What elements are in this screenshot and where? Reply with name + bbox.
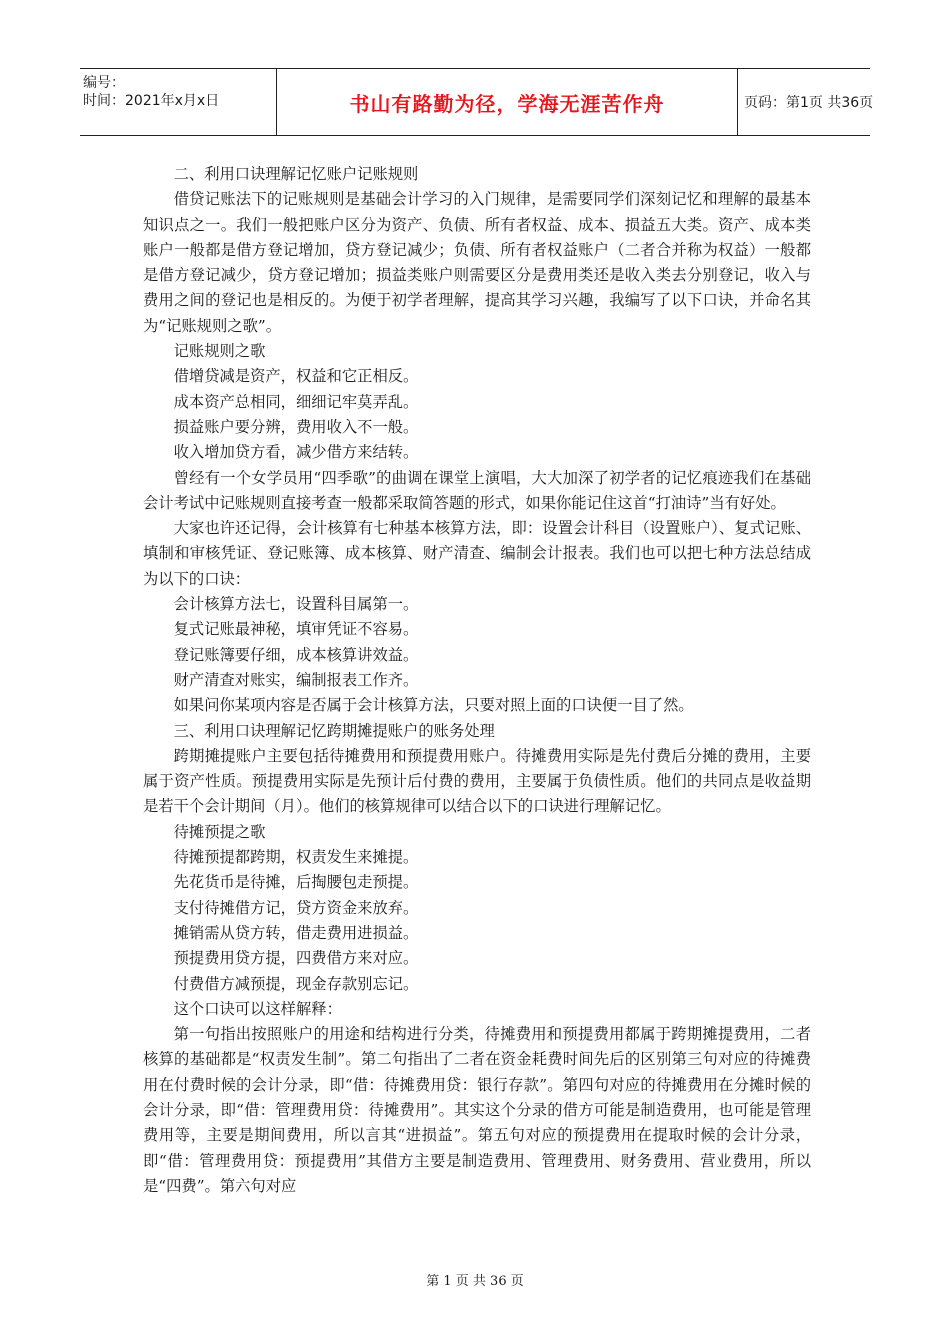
header-page-info: 页码：第1页 共36页: [744, 95, 874, 111]
paragraph: 大家也许还记得，会计核算有七种基本核算方法，即：设置会计科目（设置账户）、复式记账、填制和审核凭证、登记账簿、成本核算、财产清查、编制会计报表。我们也可以把七种方法总结成为以下的口诀：: [143, 519, 811, 588]
verse-line: 付费借方减预提，现金存款别忘记。: [173, 974, 419, 993]
paragraph: 第一句指出按照账户的用途和结构进行分类，待摊费用和预提费用都属于跨期摊提费用，二者核算的基础都是“权责发生制”。第二句指出了二者在资金耗费时间先后的区别第三句对应的待摊费用在付费时候的会计分录，即“借：待摊费用贷：银行存款”。第四句对应的待摊费用在分摊时候的会计分录，即“借：管理费用贷：待摊费用”。其实这个分录的借方可能是制造费用，也可能是管理费用等，主要是期间费用，所以言其“进损益”。第五句对应的预提费用在提取时候的会计分录，即“借：管理费用贷：预提费用”其借方主要是制造费用、管理费用、财务费用、营业费用，所以是“四费”。第六句对应: [143, 1025, 811, 1195]
paragraph: 跨期摊提账户主要包括待摊费用和预提费用账户。待摊费用实际是先付费后分摊的费用，主要属于资产性质。预提费用实际是先预计后付费的费用，主要属于负债性质。他们的共同点是收益期是若干个会计期间（月）。他们的核算规律可以结合以下的口诀进行理解记忆。: [143, 746, 811, 816]
verse-line: 登记账簿要仔细，成本核算讲效益。: [173, 645, 419, 664]
verse-line: 预提费用贷方提，四费借方来对应。: [173, 949, 419, 968]
paragraph: 借贷记账法下的记账规则是基础会计学习的入门规律，是需要同学们深刻记忆和理解的最基本知识点之一。我们一般把账户区分为资产、负债、所有者权益、成本、损益五大类。资产、成本类账户一般都是借方登记增加，贷方登记减少；负债、所有者权益账户（二者合并称为权益）一般都是借方登记减少，贷方登记增加；损益类账户则需要区分是费用类还是收入类去分别登记，收入与费用之间的登记也是相反的。为便于初学者理解，提高其学习兴趣，我编写了以下口诀，并命名其为“记账规则之歌”。: [143, 190, 811, 335]
section-heading-2: 二、利用口诀理解记忆账户记账规则: [173, 165, 419, 183]
verse-line: 财产清查对账实，编制报表工作齐。: [173, 670, 419, 689]
paragraph: 如果问你某项内容是否属于会计核算方法，只要对照上面的口诀便一目了然。: [173, 696, 694, 715]
verse-line: 损益账户要分辨，费用收入不一般。: [173, 417, 419, 436]
verse-line: 复式记账最神秘，填审凭证不容易。: [173, 620, 419, 639]
header-motto: 书山有路勤为径，学海无涯苦作舟: [276, 69, 738, 135]
verse-line: 支付待摊借方记，贷方资金来放弃。: [173, 898, 419, 917]
paragraph: 曾经有一个女学员用“四季歌”的曲调在课堂上演唱，大大加深了初学者的记忆痕迹我们在基础会计考试中记账规则直接考查一般都采取简答题的形式，如果你能记住这首“打油诗”当有好处。: [143, 468, 811, 512]
header-id-label: 编号：: [83, 75, 125, 91]
document-header: [80, 68, 874, 136]
header-date-label: 时间：2021年x月x日: [83, 93, 220, 109]
verse-line: 借增贷减是资产，权益和它正相反。: [173, 367, 419, 386]
verse-line: 会计核算方法七，设置科目属第一。: [173, 595, 419, 614]
page-footer: 第 1 页 共 36 页: [426, 1274, 524, 1289]
section-heading-3: 三、利用口诀理解记忆跨期摊提账户的账务处理: [173, 721, 495, 740]
verse-line: 先花货币是待摊，后掏腰包走预提。: [173, 873, 419, 892]
paragraph: 这个口诀可以这样解释：: [173, 999, 342, 1018]
document-body: [143, 162, 811, 1199]
verse-line: 待摊预提都跨期，权责发生来摊提。: [173, 848, 419, 867]
verse-line: 成本资产总相同，细细记牢莫弄乱。: [173, 392, 419, 411]
song-title: 待摊预提之歌: [173, 822, 266, 841]
header-meta: [80, 69, 276, 135]
verse-line: 收入增加贷方看，减少借方来结转。: [173, 443, 419, 462]
verse-line: 摊销需从贷方转，借走费用进损益。: [173, 923, 419, 942]
song-title: 记账规则之歌: [173, 342, 266, 361]
